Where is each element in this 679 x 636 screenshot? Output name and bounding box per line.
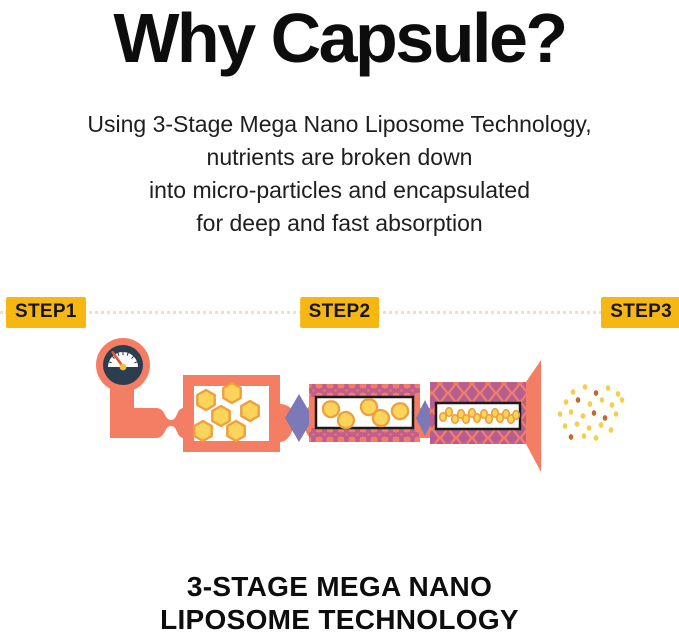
step2-badge: STEP2 xyxy=(300,297,380,328)
intro-line: Using 3-Stage Mega Nano Liposome Technology, xyxy=(87,111,592,137)
process-diagram xyxy=(0,330,679,480)
footer-line: LIPOSOME TECHNOLOGY xyxy=(160,604,519,635)
spray-particles-icon xyxy=(558,384,625,441)
steps-row xyxy=(0,297,679,329)
intro-line: into micro-particles and encapsulated xyxy=(149,177,530,203)
nozzle-icon xyxy=(526,360,541,472)
step3-badge: STEP3 xyxy=(601,297,679,328)
liposome-tube-coarse-icon xyxy=(309,384,420,442)
intro-line: nutrients are broken down xyxy=(206,144,473,170)
pressure-gauge-icon xyxy=(96,338,184,438)
intro-paragraph xyxy=(0,108,679,240)
step1-badge: STEP1 xyxy=(6,297,86,328)
liposome-tube-fine-icon xyxy=(430,382,526,444)
mixing-chamber-hexagons-icon xyxy=(183,375,280,452)
footer-heading xyxy=(0,570,679,636)
footer-line: 3-STAGE MEGA NANO xyxy=(186,571,493,602)
intro-line: for deep and fast absorption xyxy=(196,210,483,236)
page-title: Why Capsule? xyxy=(113,0,566,77)
